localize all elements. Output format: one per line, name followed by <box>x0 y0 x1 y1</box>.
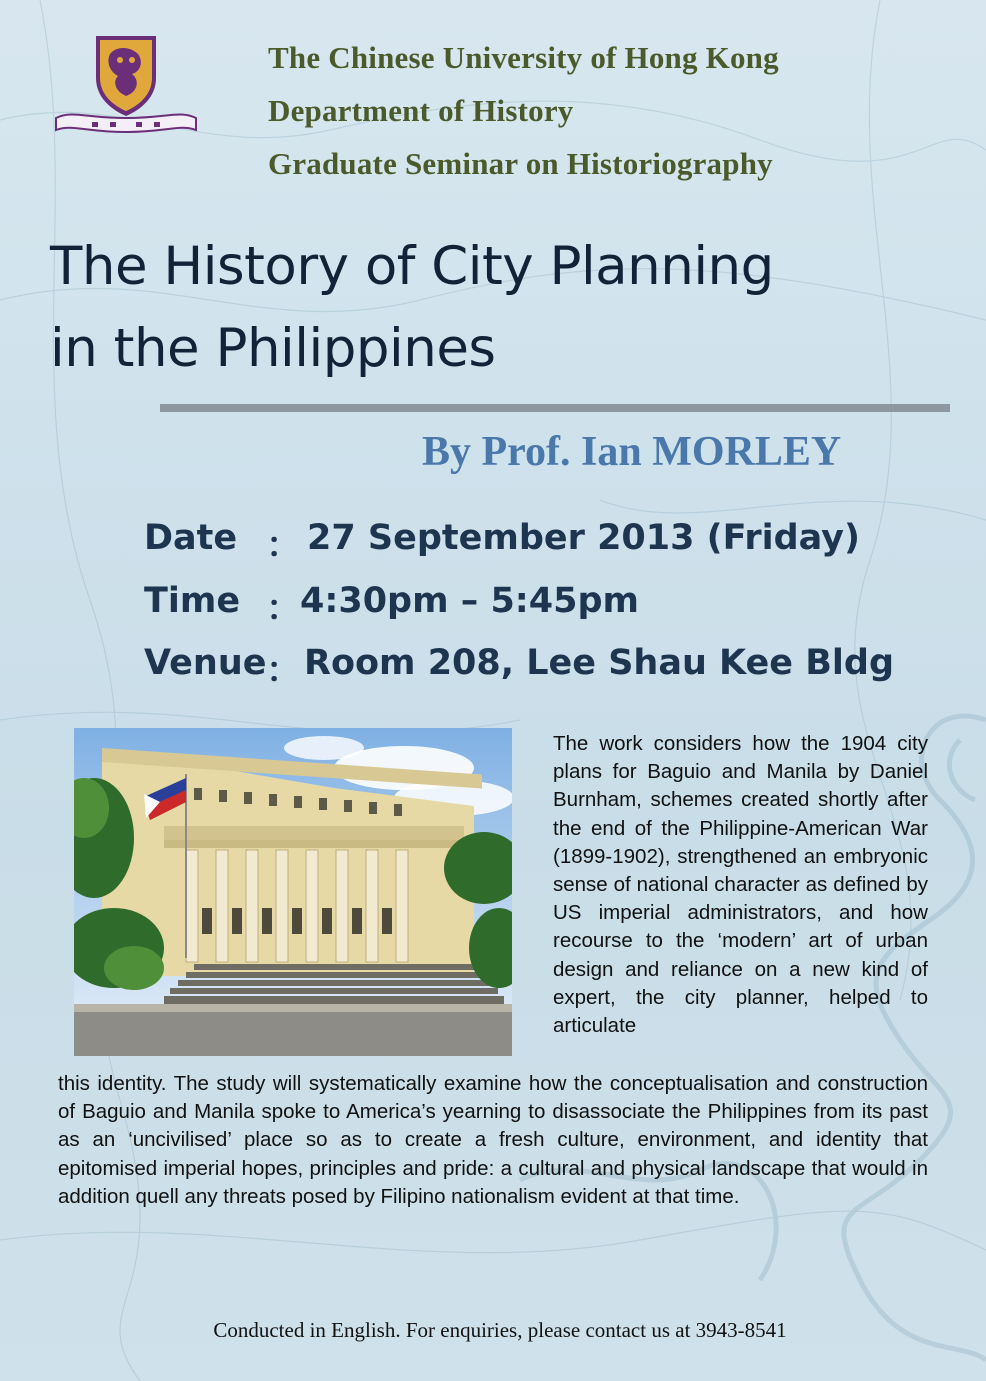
footer-text: Conducted in English. For enquiries, please contact us at 3943-8541 <box>213 1318 787 1342</box>
talk-title-line-1: The History of City Planning <box>50 236 774 297</box>
date-value: 27 September 2013 (Friday) <box>307 518 860 558</box>
footer-note <box>0 1318 986 1343</box>
university-crest-logo <box>52 32 200 136</box>
building-photo <box>74 728 512 1056</box>
abstract-paragraph-part-1: The work considers how the 1904 city plans for Baguio and Manila by Daniel Burnham, schemes created shortly after the end of the Philippine-American War (1899-1902), strengthened an embryonic sense of national character as defined by US imperial administrators, and how recourse to the ‘modern’ art of urban design and reliance on a new kind of expert, the city planner, helped to articulate <box>553 732 928 1038</box>
time-colon: ： <box>266 589 302 629</box>
title-divider <box>160 404 950 412</box>
date-colon: ： <box>266 526 302 566</box>
venue-value: Room 208, Lee Shau Kee Bldg <box>304 643 894 683</box>
seminar-series: Graduate Seminar on Historiography <box>268 146 773 181</box>
abstract-paragraph-part-2: this identity. The study will systematically examine how the conceptualisation and construction of Baguio and Manila spoke to America’s yearning to disassociate the Philippines from its past as an ‘uncivilised’ place so as to create a fresh culture, environment, and identity that epitomised imperial hopes, principles and pride: a cultural and physical landscape that would in addition quell any threats posed by Filipino nationalism evident at that time. <box>58 1072 928 1208</box>
speaker-name: By Prof. Ian MORLEY <box>422 429 842 475</box>
department-name: Department of History <box>268 93 574 128</box>
venue-colon: ： <box>266 651 302 691</box>
venue-label: Venue <box>144 643 267 683</box>
institution-name: The Chinese University of Hong Kong <box>268 40 779 75</box>
talk-title-line-2: in the Philippines <box>50 318 496 379</box>
time-value: 4:30pm – 5:45pm <box>300 581 640 621</box>
time-label: Time <box>144 581 241 621</box>
date-label: Date <box>144 518 238 558</box>
